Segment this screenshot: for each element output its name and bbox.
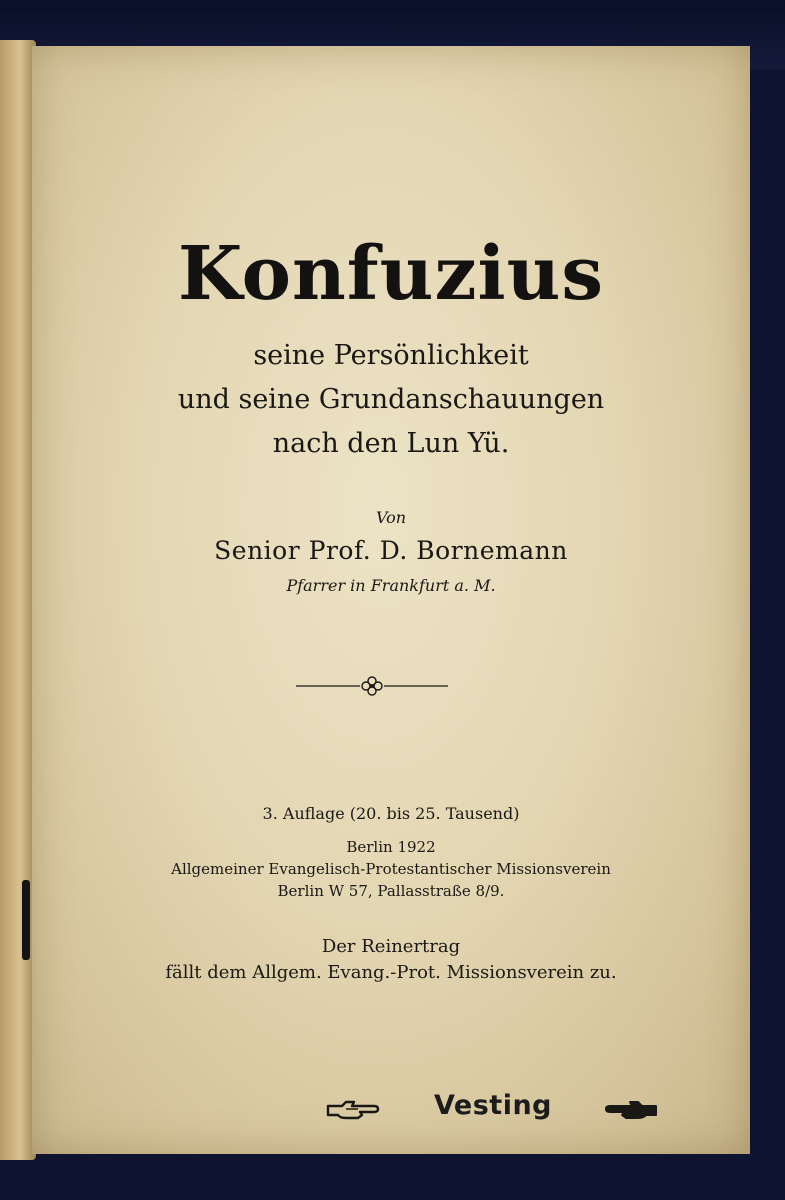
publisher-address: Berlin W 57, Pallasstraße 8/9. xyxy=(277,882,505,900)
binding-staple xyxy=(22,880,30,960)
author-role: Pfarrer in Frankfurt a. M. xyxy=(286,576,496,595)
floral-rule-ornament-icon xyxy=(294,674,450,698)
author-name: Senior Prof. D. Bornemann xyxy=(214,536,568,565)
publication-place-year: Berlin 1922 xyxy=(346,838,436,856)
subtitle-line-2: und seine Grundanschauungen xyxy=(177,384,605,415)
byline-prefix: Von xyxy=(375,508,407,527)
publisher-block xyxy=(32,836,750,902)
pointing-hand-left-icon xyxy=(604,1098,660,1124)
pointing-hand-right-icon xyxy=(324,1098,380,1124)
seller-stamp: Vesting xyxy=(433,1090,552,1121)
proceeds-line-1: Der Reinertrag xyxy=(321,936,461,957)
title-page xyxy=(32,46,750,1154)
proceeds-note xyxy=(32,934,750,986)
book-cover-edge xyxy=(0,40,36,1160)
subtitle-line-1: seine Persönlichkeit xyxy=(253,340,529,371)
proceeds-line-2: fällt dem Allgem. Evang.-Prot. Missionsverein zu. xyxy=(165,962,617,983)
book-subtitle xyxy=(32,334,750,466)
subtitle-line-3: nach den Lun Yü. xyxy=(272,428,510,459)
publisher-name: Allgemeiner Evangelisch-Protestantischer Missionsverein xyxy=(171,860,611,878)
edition-line: 3. Auflage (20. bis 25. Tausend) xyxy=(262,804,520,823)
book-title: Konfuzius xyxy=(177,231,605,317)
